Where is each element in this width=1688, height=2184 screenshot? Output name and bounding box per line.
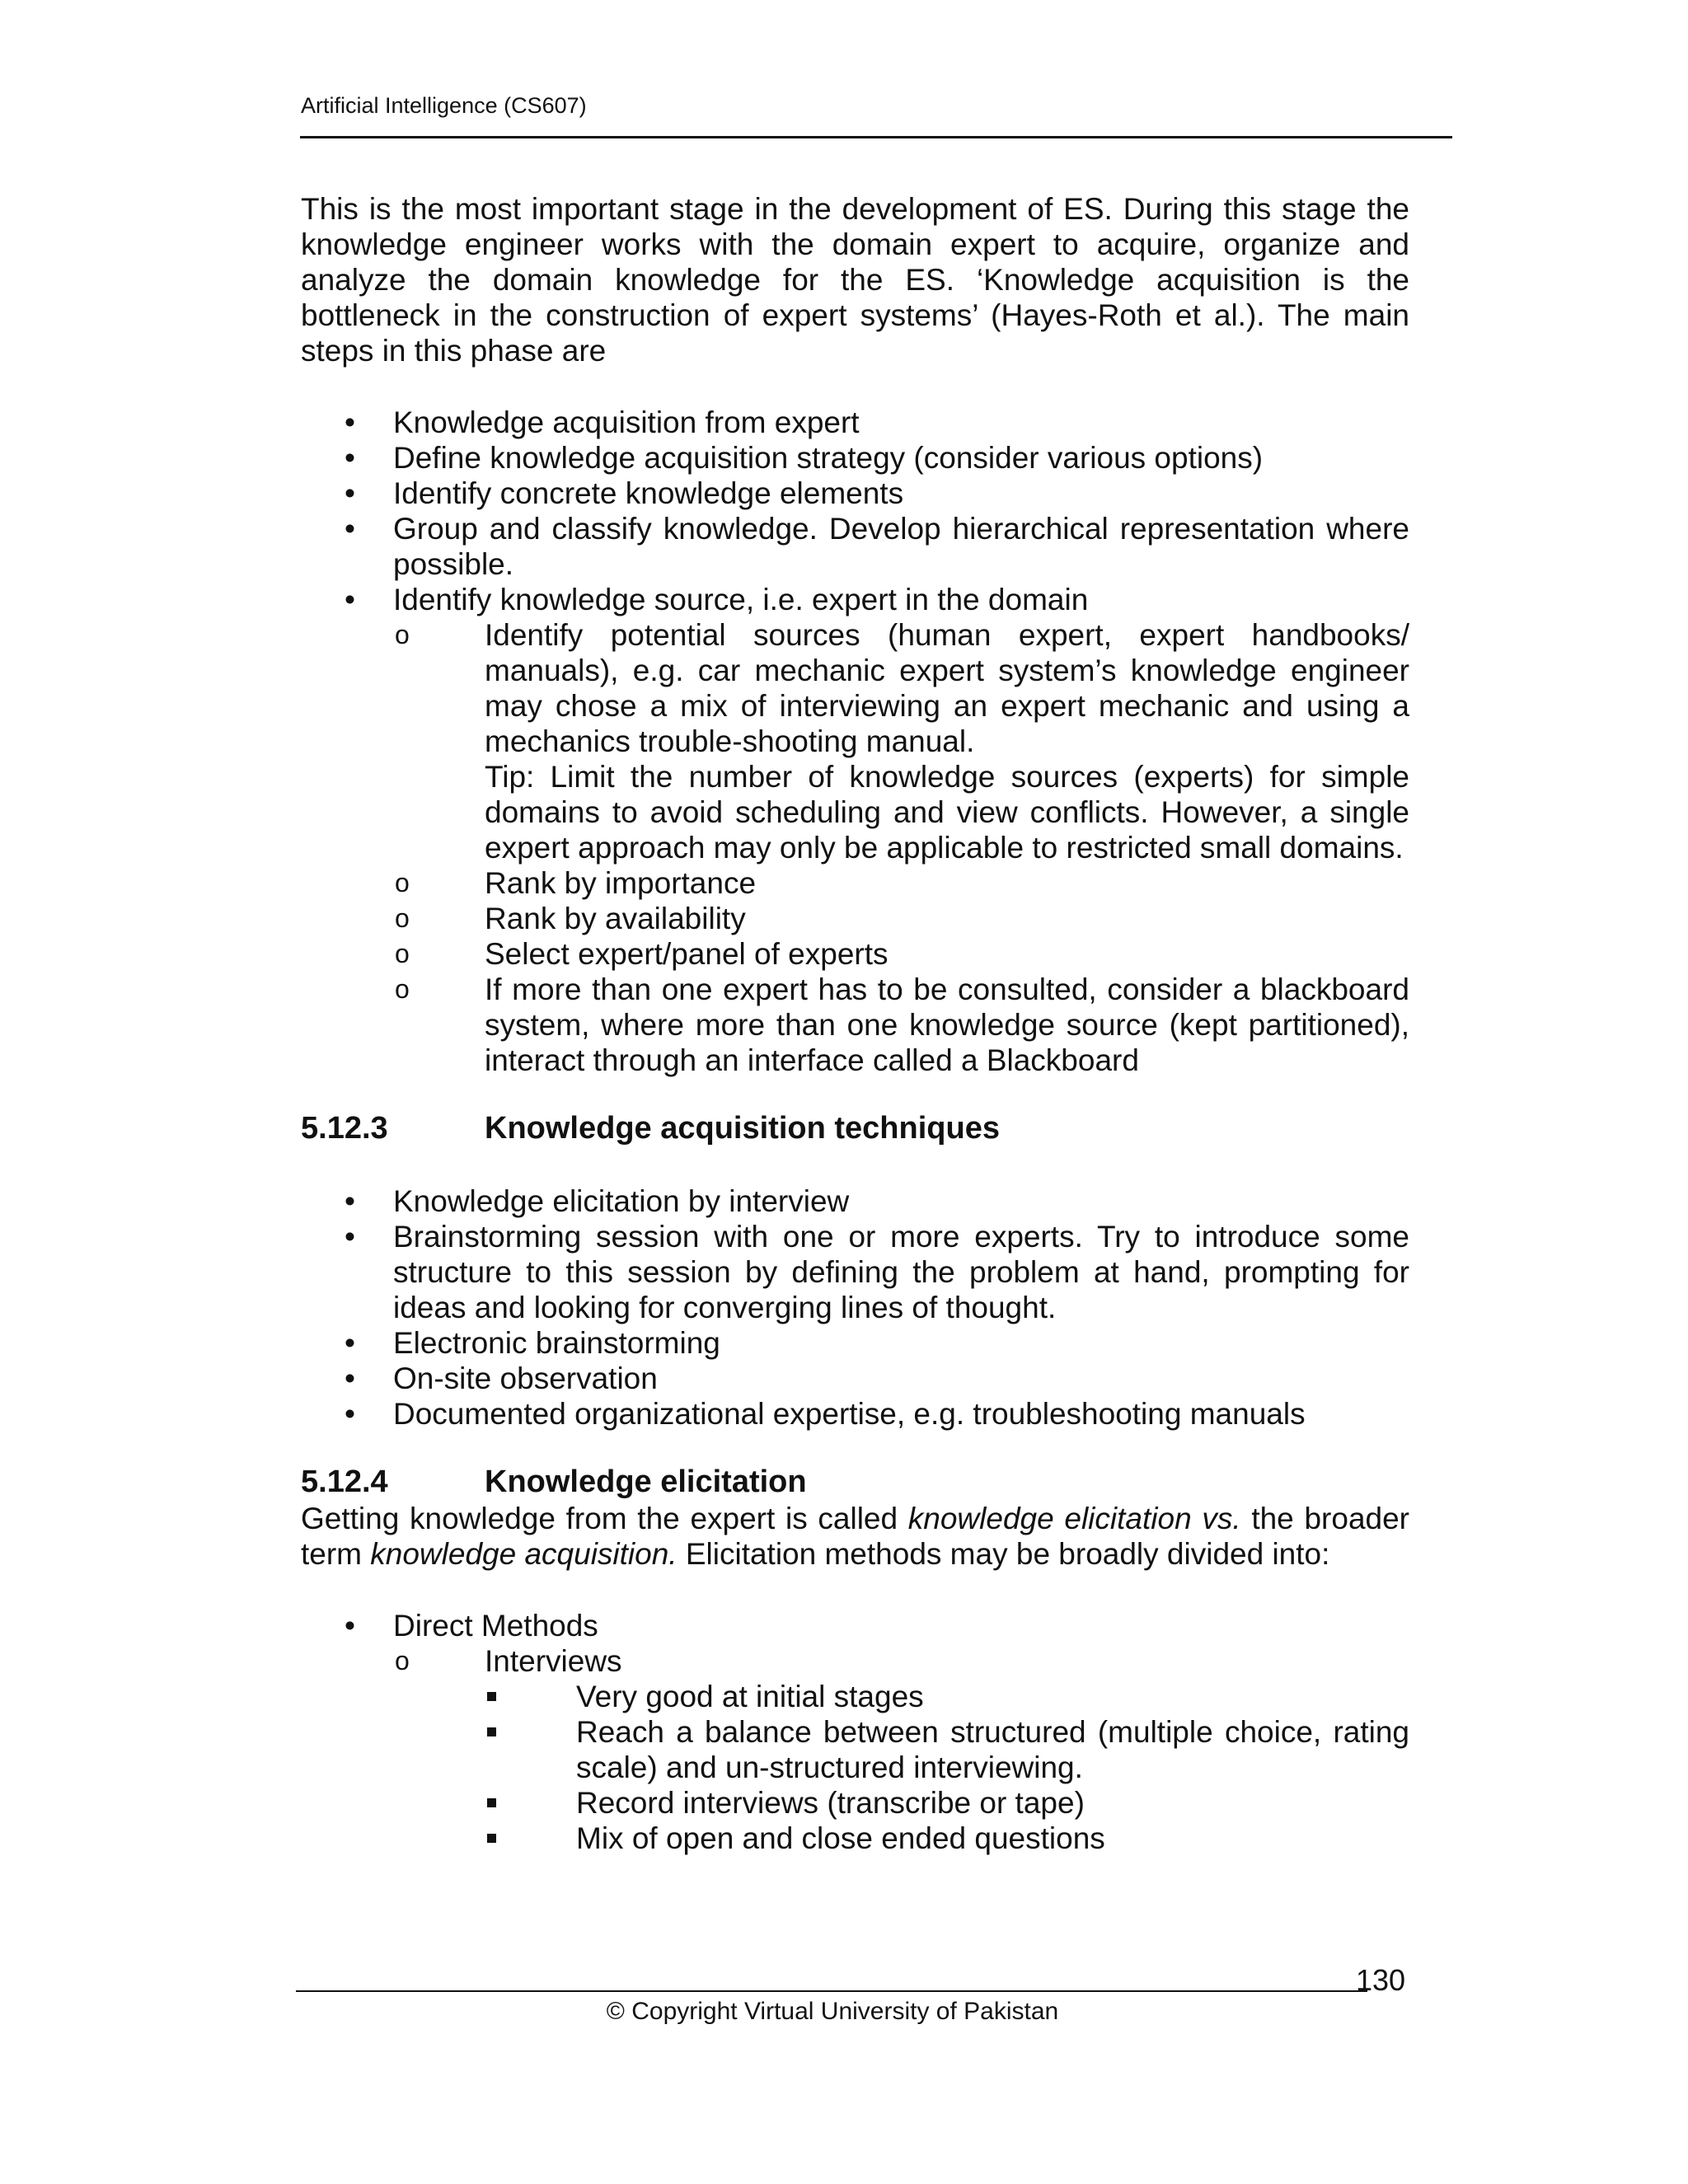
list-item: • Identify concrete knowledge elements: [301, 476, 1409, 511]
sub-list-item: [393, 1643, 1409, 1856]
footer-divider: [296, 1990, 1367, 1992]
methods-list: [301, 1608, 1409, 1856]
list-item: • Brainstorming session with one or more experts. Try to introduce some structure to this session by defining the problem at hand, prompting for ideas and looking for converging lines of thought.: [301, 1219, 1409, 1325]
section-number: 5.12.4: [301, 1465, 388, 1499]
list-item: • Group and classify knowledge. Develop hierarchical representation where possible.: [301, 511, 1409, 582]
steps-list: [301, 405, 1409, 1078]
paragraph-text: the broader term: [301, 1502, 1409, 1571]
sub-list-item: o Rank by availability: [393, 901, 1409, 936]
sub-list-item-text: Identify potential sources (human expert, expert handbooks/ manuals), e.g. car mechanic expert system’s knowledge engineer may chose a mix of interviewing an expert mechanic and using a mechanics trouble-shooting manual.: [485, 618, 1409, 758]
techniques-list: [301, 1183, 1409, 1432]
list-item: • On-site observation: [301, 1361, 1409, 1396]
list-item: [301, 1608, 1409, 1856]
page-content: [301, 191, 1409, 1856]
paragraph-text: Elicitation methods may be broadly divided into:: [677, 1537, 1330, 1571]
list-item: • Define knowledge acquisition strategy (consider various options): [301, 440, 1409, 476]
intro-paragraph: This is the most important stage in the development of ES. During this stage the knowledge engineer works with the domain expert to acquire, organize and analyze the domain knowledge for the ES. ‘Knowledge acquisition is the bottleneck in the construction of expert systems’ (Hayes-Roth et al.). The main steps in this phase are: [301, 192, 1409, 368]
section-title: Knowledge acquisition techniques: [485, 1111, 1000, 1146]
list-item-text: Identify knowledge source, i.e. expert in the domain: [393, 583, 1089, 616]
list-item: [301, 582, 1409, 1078]
section-heading-5-12-4: [301, 1463, 1409, 1501]
sub-list-item: o Select expert/panel of experts: [393, 936, 1409, 972]
list-item-text: Direct Methods: [393, 1609, 598, 1643]
list-item: • Knowledge acquisition from expert: [301, 405, 1409, 440]
sub-list-item: o Rank by importance: [393, 865, 1409, 901]
emphasis-text: knowledge elicitation vs.: [907, 1502, 1241, 1535]
knowledge-source-sublist: [393, 617, 1409, 1078]
copyright-text: © Copyright Virtual University of Pakistan: [606, 1998, 1059, 2025]
page-header-title: Artificial Intelligence (CS607): [301, 93, 587, 118]
sub-list-item-text: Interviews: [485, 1644, 622, 1678]
elicitation-paragraph: [301, 1501, 1409, 1572]
direct-methods-sublist: [393, 1643, 1409, 1856]
interview-points-list: [485, 1679, 1409, 1856]
list-item: • Electronic brainstorming: [301, 1325, 1409, 1361]
list-item: • Knowledge elicitation by interview: [301, 1183, 1409, 1219]
interview-point: Reach a balance between structured (multiple choice, rating scale) and un-structured interviewing.: [485, 1714, 1409, 1785]
list-item: • Documented organizational expertise, e.g. troubleshooting manuals: [301, 1396, 1409, 1432]
header-divider: [300, 136, 1452, 138]
interview-point: Very good at initial stages: [485, 1679, 1409, 1714]
tip-note: Tip: Limit the number of knowledge sources (experts) for simple domains to avoid scheduling and view conflicts. However, a single expert approach may only be applicable to restricted small domains.: [485, 760, 1409, 865]
paragraph-text: Getting knowledge from the expert is called: [301, 1502, 908, 1535]
copyright-footer: [0, 1997, 1688, 2027]
interview-point: Record interviews (transcribe or tape): [485, 1785, 1409, 1821]
section-heading-5-12-3: [301, 1109, 1409, 1147]
page-number: 130: [1356, 1963, 1406, 1997]
section-number: 5.12.3: [301, 1111, 388, 1146]
sub-list-item: [393, 617, 1409, 865]
section-title: Knowledge elicitation: [485, 1465, 807, 1499]
interview-point: Mix of open and close ended questions: [485, 1821, 1409, 1856]
sub-list-item: o If more than one expert has to be consulted, consider a blackboard system, where more than one knowledge source (kept partitioned), interact through an interface called a Blackboard: [393, 972, 1409, 1078]
emphasis-text: knowledge acquisition.: [370, 1537, 678, 1571]
